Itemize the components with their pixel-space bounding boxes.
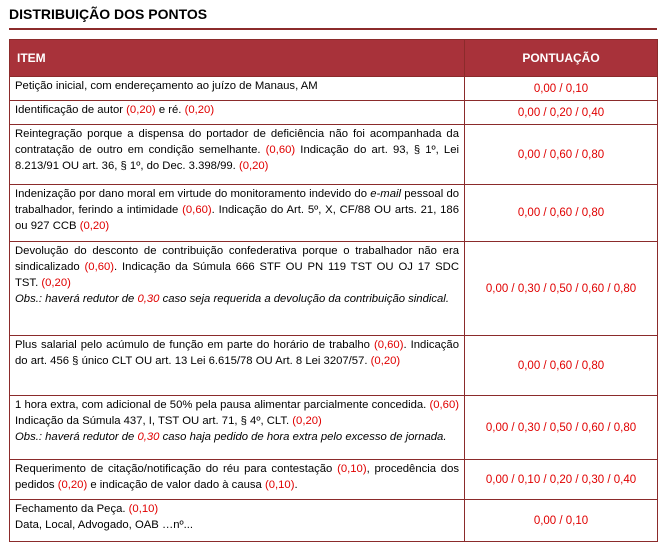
table-row (10, 125, 658, 185)
item-score: 0,00 / 0,10 / 0,20 / 0,30 / 0,40 (465, 460, 658, 500)
table-row (10, 185, 658, 242)
item-score: 0,00 / 0,10 (465, 500, 658, 542)
item-column-header: ITEM (10, 40, 465, 77)
table-header-row (10, 40, 658, 77)
score-column-header: PONTUAÇÃO (465, 40, 658, 77)
item-description: Reintegração porque a dispensa do portador de deficiência não foi acompanhada da contratação de outro em condição semelhante. (0,60) Indicação do art. 93, § 1º, Lei 8.213/91 OU art. 36, § 1º, do Dec. 3.398/99. (0,20) (10, 125, 465, 185)
item-description: Devolução do desconto de contribuição confederativa porque o trabalhador não era sindicalizado (0,60). Indicação da Súmula 666 STF OU PN 119 TST OU OJ 17 SDC TST. (0,20) Obs.: haverá redutor de 0,30 caso seja requerida a devolução da contribuição sindical. (10, 242, 465, 336)
table-row (10, 101, 658, 125)
table-row (10, 77, 658, 101)
observation-note: Obs.: haverá redutor de 0,30 caso seja requerida a devolução da contribuição sindical. (15, 293, 449, 305)
item-description: 1 hora extra, com adicional de 50% pela pausa alimentar parcialmente concedida. (0,60) Indicação da Súmula 437, I, TST OU art. 71, § 4º, CLT. (0,20) Obs.: haverá redutor de 0,30 caso haja pedido de hora extra pelo excesso de jornada. (10, 396, 465, 460)
item-score: 0,00 / 0,30 / 0,50 / 0,60 / 0,80 (465, 242, 658, 336)
table-row (10, 336, 658, 396)
page-title: DISTRIBUIÇÃO DOS PONTOS (9, 6, 208, 22)
item-description: Fechamento da Peça. (0,10) Data, Local, Advogado, OAB …nº... (10, 500, 465, 542)
item-score: 0,00 / 0,20 / 0,40 (465, 101, 658, 125)
item-description: Petição inicial, com endereçamento ao juízo de Manaus, AM (10, 77, 465, 101)
item-description: Identificação de autor (0,20) e ré. (0,20) (10, 101, 465, 125)
item-description: Plus salarial pelo acúmulo de função em parte do horário de trabalho (0,60). Indicação do art. 456 § único CLT OU art. 13 Lei 6.615/78 OU Art. 8 Lei 3207/57. (0,20) (10, 336, 465, 396)
item-score: 0,00 / 0,30 / 0,50 / 0,60 / 0,80 (465, 396, 658, 460)
title-divider (9, 28, 657, 30)
item-score: 0,00 / 0,10 (465, 77, 658, 101)
table-row (10, 396, 658, 460)
item-score: 0,00 / 0,60 / 0,80 (465, 185, 658, 242)
table-row (10, 500, 658, 542)
item-score: 0,00 / 0,60 / 0,80 (465, 125, 658, 185)
table-row (10, 242, 658, 336)
table-row (10, 460, 658, 500)
observation-note: Obs.: haverá redutor de 0,30 caso haja pedido de hora extra pelo excesso de jornada. (15, 431, 447, 443)
item-score: 0,00 / 0,60 / 0,80 (465, 336, 658, 396)
item-description: Requerimento de citação/notificação do réu para contestação (0,10), procedência dos pedidos (0,20) e indicação de valor dado à causa (0,10). (10, 460, 465, 500)
item-description: Indenização por dano moral em virtude do monitoramento indevido do e-mail pessoal do trabalhador, ferindo a intimidade (0,60). Indicação do Art. 5º, X, CF/88 OU arts. 21, 186 ou 927 CCB (0,20) (10, 185, 465, 242)
score-distribution-table (9, 39, 658, 542)
